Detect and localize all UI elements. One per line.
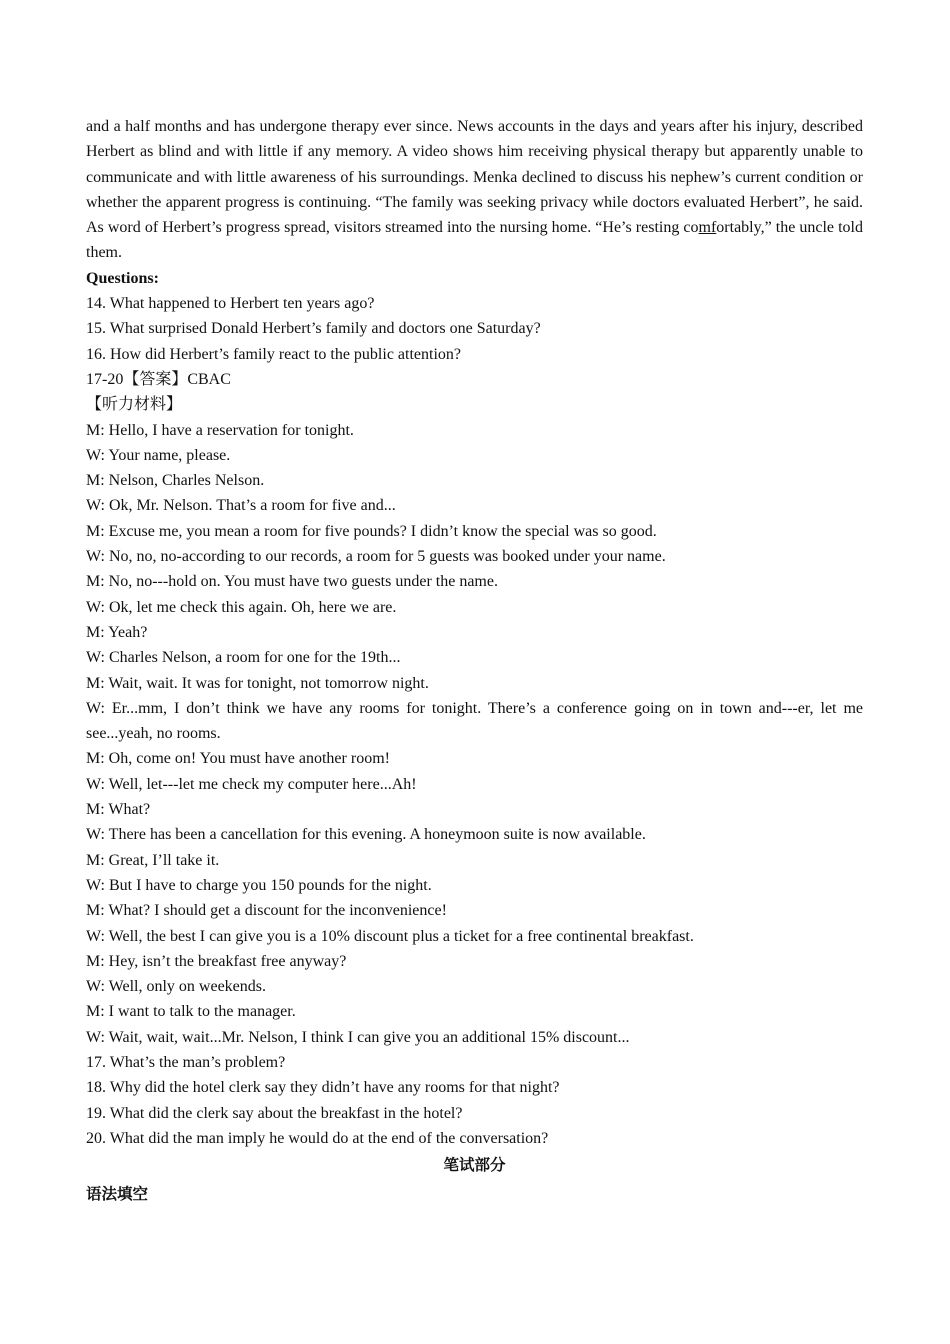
passage-paragraph xyxy=(86,114,863,266)
passage-underlined-text: mf xyxy=(698,219,717,237)
question-line: 18. Why did the hotel clerk say they didn’t have any rooms for that night? xyxy=(86,1079,560,1097)
dialogue-line: W: Well, the best I can give you is a 10% discount plus a ticket for a free continental breakfast. xyxy=(86,927,694,945)
dialogue-line: M: No, no---hold on. You must have two guests under the name. xyxy=(86,573,498,591)
dialogue-line: W: Well, let---let me check my computer here...Ah! xyxy=(86,775,417,793)
document-page xyxy=(86,114,863,1208)
passage-text-end: ortably,” the uncle told them. xyxy=(86,219,863,262)
question-line: 20. What did the man imply he would do at the end of the conversation? xyxy=(86,1129,549,1147)
grammar-section-title: 语法填空 xyxy=(86,1185,149,1204)
questions-heading: Questions: xyxy=(86,269,159,287)
question-line: 15. What surprised Donald Herbert’s family and doctors one Saturday? xyxy=(86,320,541,338)
dialogue-line: W: Charles Nelson, a room for one for the 19th... xyxy=(86,649,401,667)
dialogue-line: W: But I have to charge you 150 pounds for the night. xyxy=(86,876,432,894)
dialogue-line: W: Ok, let me check this again. Oh, here we are. xyxy=(86,598,397,616)
material-label: 【听力材料】 xyxy=(86,396,183,414)
question-line: 14. What happened to Herbert ten years ago? xyxy=(86,295,375,313)
dialogue-line: W: Ok, Mr. Nelson. That’s a room for five and... xyxy=(86,497,396,515)
dialogue-line: M: Yeah? xyxy=(86,623,148,641)
written-section-title: 笔试部分 xyxy=(443,1156,506,1175)
question-line: 17. What’s the man’s problem? xyxy=(86,1053,286,1071)
question-line: 16. How did Herbert’s family react to the public attention? xyxy=(86,345,461,363)
dialogue-line: W: There has been a cancellation for this evening. A honeymoon suite is now available. xyxy=(86,826,646,844)
question-line: 19. What did the clerk say about the breakfast in the hotel? xyxy=(86,1104,463,1122)
dialogue-line: M: I want to talk to the manager. xyxy=(86,1003,296,1021)
dialogue-line: W: Your name, please. xyxy=(86,446,231,464)
dialogue-line: M: Hello, I have a reservation for tonight. xyxy=(86,421,354,439)
answer-line: 17-20【答案】CBAC xyxy=(86,370,231,388)
dialogue-line: W: Well, only on weekends. xyxy=(86,978,267,996)
passage-text: and a half months and has undergone therapy ever since. News accounts in the days and years after his injury, described Herbert as blind and with little if any memory. A video shows him receiving physical therapy but apparently unable to communicate and with little awareness of his surroundings. Menka declined to discuss his nephew’s current condition or whether the apparent progress is continuing. “The family was seeking privacy while doctors evaluated Herbert”, he said. As word of Herbert’s progress spread, visitors streamed into the nursing home. “He’s resting co xyxy=(86,118,863,237)
dialogue-line: M: Great, I’ll take it. xyxy=(86,851,220,869)
dialogue-line: W: No, no, no-according to our records, a room for 5 guests was booked under your name. xyxy=(86,548,666,566)
dialogue-line: M: Hey, isn’t the breakfast free anyway? xyxy=(86,952,347,970)
dialogue-line: M: What? I should get a discount for the inconvenience! xyxy=(86,902,447,920)
dialogue-line: M: Nelson, Charles Nelson. xyxy=(86,472,265,490)
dialogue-line: M: Wait, wait. It was for tonight, not tomorrow night. xyxy=(86,674,429,692)
dialogue-line: M: Excuse me, you mean a room for five pounds? I didn’t know the special was so good. xyxy=(86,522,657,540)
dialogue-line: W: Wait, wait, wait...Mr. Nelson, I think I can give you an additional 15% discount... xyxy=(86,1028,630,1046)
dialogue-line-wrapped: W: Er...mm, I don’t think we have any rooms for tonight. There’s a conference going on in town and---er, let me see...yeah, no rooms. xyxy=(86,699,863,743)
dialogue-line: M: Oh, come on! You must have another room! xyxy=(86,750,390,768)
dialogue-line: M: What? xyxy=(86,801,151,819)
